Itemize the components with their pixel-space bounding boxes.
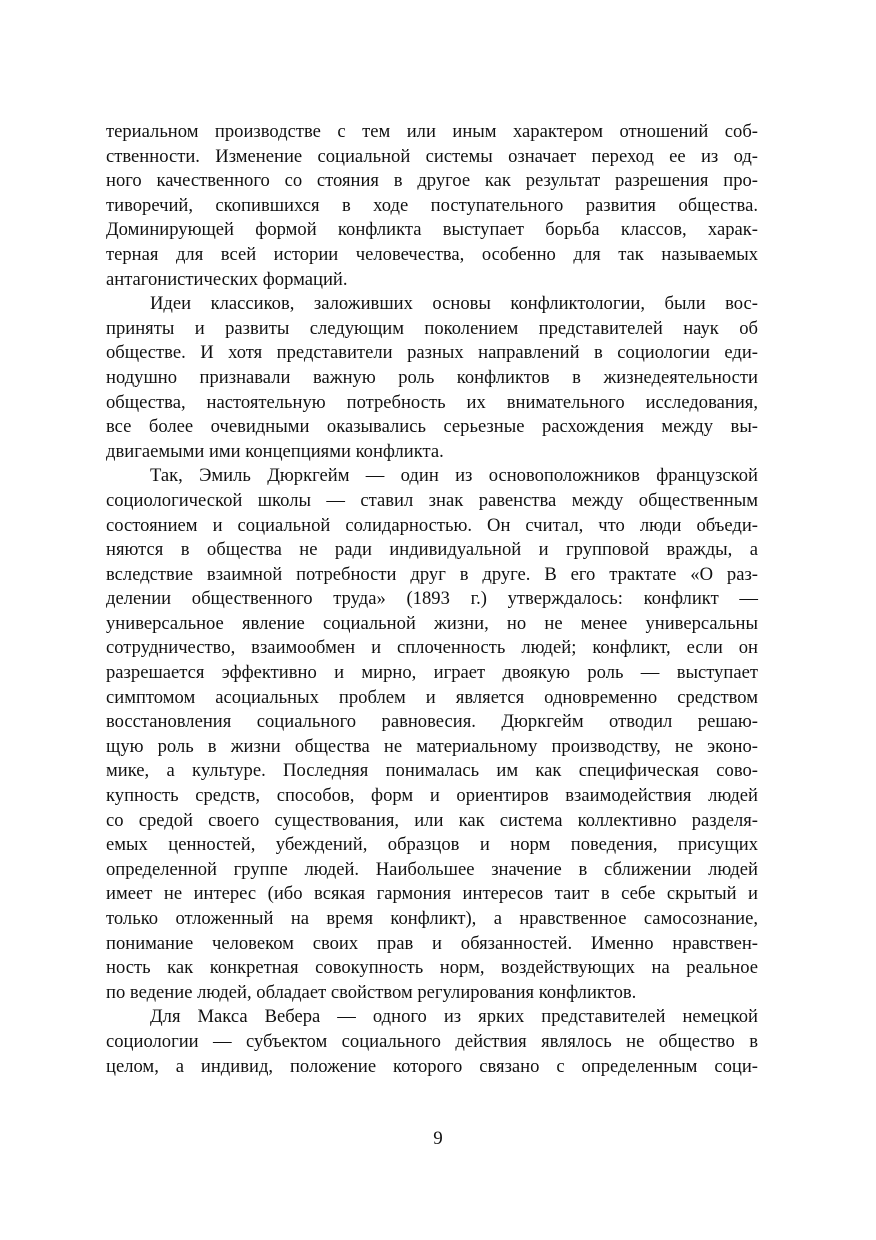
text-line: состоянием и социальной солидарностью. Он считал, что люди объеди-: [106, 514, 758, 536]
text-line: определенной группе людей. Наибольшее значение в сближении людей: [106, 858, 758, 880]
paragraph: [106, 464, 758, 1005]
text-line: териальном производстве с тем или иным характером отношений соб-: [106, 121, 758, 142]
text-line: Идеи классиков, заложивших основы конфликтологии, были вос-: [150, 293, 758, 315]
text-line: целом, а индивид, положение которого связано с определенным соци-: [106, 1055, 758, 1077]
text-line: по ведение людей, обладает свойством регулирования конфликтов.: [106, 981, 637, 1003]
text-line: Для Макса Вебера — одного из ярких представителей немецкой: [150, 1006, 758, 1028]
text-line: ность как конкретная совокупность норм, воздействующих на реальное: [106, 957, 758, 979]
text-line: мике, а культуре. Последняя понималась им как специфическая сово-: [106, 760, 758, 782]
text-line: сотрудничество, взаимообмен и сплоченность людей; конфликт, если он: [106, 637, 758, 659]
text-line: симптомом асоциальных проблем и является одновременно средством: [106, 686, 758, 708]
text-line: ственности. Изменение социальной системы означает переход ее из од-: [106, 145, 758, 167]
text-line: ного качественного со стояния в другое как результат разрешения про-: [106, 170, 758, 192]
text-line: нодушно признавали важную роль конфликтов в жизнедеятельности: [106, 366, 758, 388]
text-line: антагонистических формаций.: [106, 268, 348, 290]
text-line: восстановления социального равновесия. Дюркгейм отводил решаю-: [106, 711, 758, 733]
text-line: со средой своего существования, или как система коллективно разделя-: [106, 809, 758, 831]
text-line: разрешается эффективно и мирно, играет двоякую роль — выступает: [106, 662, 758, 684]
body-text: [106, 120, 758, 1079]
text-line: все более очевидными оказывались серьезные расхождения между вы-: [106, 416, 758, 438]
text-line: щую роль в жизни общества не материальному производству, не эконо-: [106, 735, 758, 757]
text-line: купность средств, способов, форм и ориентиров взаимодействия людей: [106, 785, 758, 807]
text-line: обществе. И хотя представители разных направлений в социологии еди-: [106, 342, 758, 364]
text-line: терная для всей истории человечества, особенно для так называемых: [106, 243, 758, 265]
text-line: емых ценностей, убеждений, образцов и норм поведения, присущих: [106, 834, 758, 856]
paragraph: [106, 1005, 758, 1079]
text-line: только отложенный на время конфликт), а нравственное самосознание,: [106, 908, 758, 929]
text-line: общества, настоятельную потребность их внимательного исследования,: [106, 391, 758, 413]
text-line: вследствие взаимной потребности друг в друге. В его трактате «О раз-: [106, 563, 758, 585]
paragraph: [106, 120, 758, 292]
text-line: социологии — субъектом социального действия являлось не общество в: [106, 1030, 758, 1052]
text-line: Так, Эмиль Дюркгейм — один из основоположников французской: [150, 465, 758, 487]
paragraph: [106, 292, 758, 464]
text-line: делении общественного труда» (1893 г.) утверждалось: конфликт —: [106, 588, 758, 610]
text-line: универсальное явление социальной жизни, но не менее универсальны: [106, 612, 758, 634]
text-line: приняты и развиты следующим поколением представителей наук об: [106, 317, 758, 339]
text-line: тиворечий, скопившихся в ходе поступательного развития общества.: [106, 194, 758, 216]
text-line: социологической школы — ставил знак равенства между общественным: [106, 489, 758, 511]
text-line: имеет не интерес (ибо всякая гармония интересов таит в себе скрытый и: [106, 883, 758, 905]
page-number: 9: [433, 1128, 443, 1149]
text-line: понимание человеком своих прав и обязанностей. Именно нравствен-: [106, 932, 758, 954]
text-line: няются в общества не ради индивидуальной и групповой вражды, а: [106, 539, 758, 561]
text-line: двигаемыми ими концепциями конфликта.: [106, 440, 444, 462]
text-line: Доминирующей формой конфликта выступает борьба классов, харак-: [106, 219, 758, 241]
